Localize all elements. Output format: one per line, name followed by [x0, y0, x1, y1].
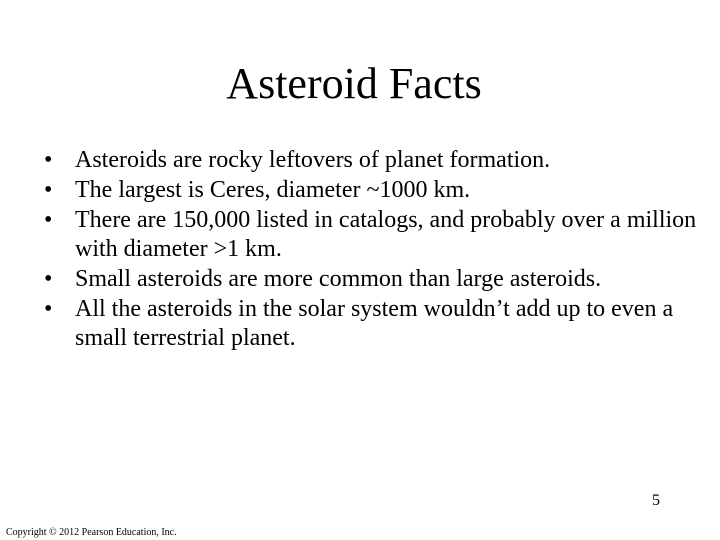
bullet-item	[42, 295, 702, 353]
slide-title: Asteroid Facts	[226, 59, 482, 108]
bullet-text: The largest is Ceres, diameter ~1000 km.	[75, 177, 471, 203]
bullet-item	[42, 206, 702, 264]
page-number: 5	[652, 492, 660, 509]
bullet-text: There are 150,000 listed in catalogs, and probably over a million with diameter >1 km.	[75, 207, 697, 262]
bullet-text: Small asteroids are more common than large asteroids.	[75, 266, 602, 292]
copyright-notice: Copyright © 2012 Pearson Education, Inc.	[6, 527, 177, 538]
bullet-text: All the asteroids in the solar system wouldn’t add up to even a small terrestrial planet.	[75, 296, 674, 351]
bullet-item	[42, 265, 702, 294]
bullet-icon: •	[44, 177, 53, 203]
bullet-text: Asteroids are rocky leftovers of planet formation.	[75, 147, 551, 173]
bullet-icon: •	[44, 266, 53, 292]
bullet-icon: •	[44, 147, 53, 173]
bullet-icon: •	[44, 207, 53, 233]
bullet-icon: •	[44, 296, 53, 322]
bullet-list	[42, 146, 702, 354]
bullet-item	[42, 146, 702, 175]
bullet-item	[42, 176, 702, 205]
